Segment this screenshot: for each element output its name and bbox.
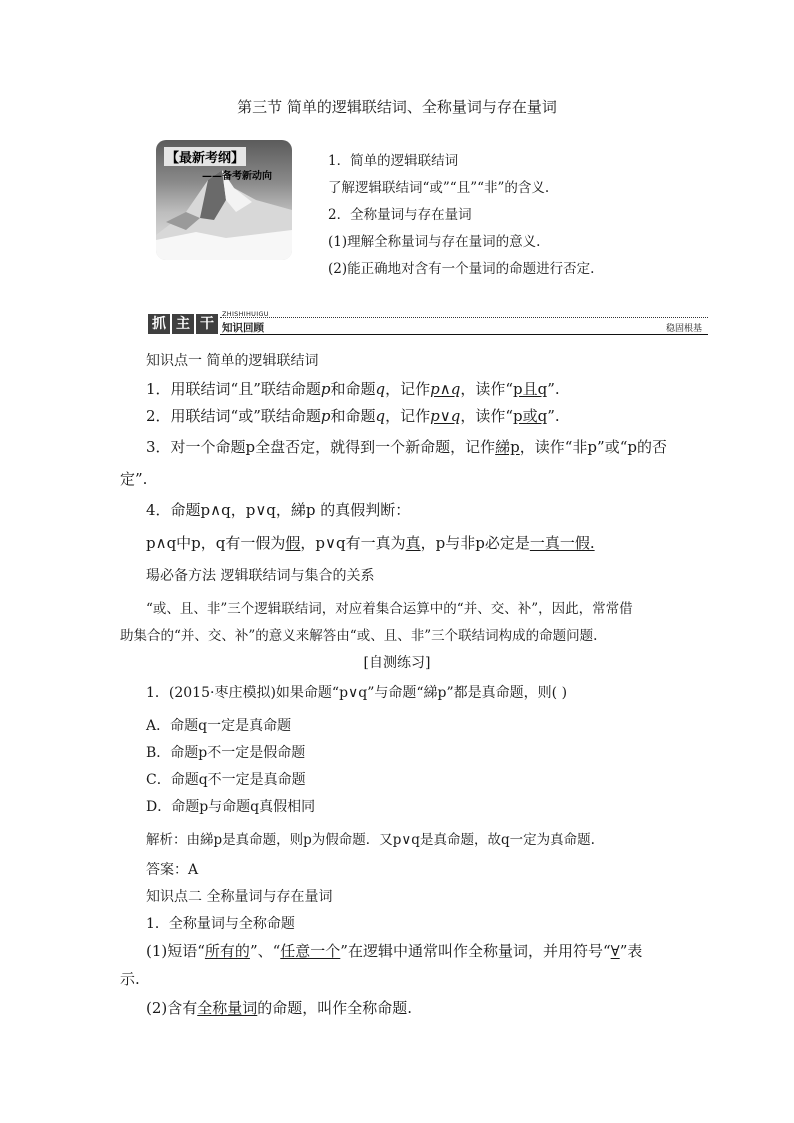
syllabus-line-5: (2)能正确地对含有一个量词的命题进行否定. <box>328 261 595 277</box>
text: 1．用联结词“且”联结命题 <box>146 380 321 398</box>
section-right-label: 稳固根基 <box>665 324 702 334</box>
text: ，记作 <box>385 407 431 425</box>
text: ”、“ <box>249 942 281 960</box>
text: ，p与非p必定是 <box>420 534 530 552</box>
text: (1)短语“ <box>146 942 205 960</box>
kp2-line-2-cont: 示. <box>120 970 140 988</box>
syllabus-line-1: 1．简单的逻辑联结词 <box>328 153 459 169</box>
kp2-line-2 <box>146 940 642 961</box>
banner-subtitle: ——备考新动向 <box>202 171 272 182</box>
section-char-1: 抓 <box>148 314 170 334</box>
option-b: B．命题p不一定是假命题 <box>146 745 306 761</box>
text: 和命题 <box>330 380 376 398</box>
text: 3．对一个命题p全盘否定，就得到一个新命题，记作 <box>146 438 496 456</box>
text: p∧q中p，q有一假为 <box>146 534 286 552</box>
kp2-line-1: 1．全称量词与全称命题 <box>146 916 295 932</box>
kp2-line-3 <box>146 997 412 1018</box>
text: ，读作“ <box>460 407 513 425</box>
method-heading: 瑒必备方法 逻辑联结词与集合的关系 <box>146 568 375 584</box>
kp1-line-3 <box>146 436 667 457</box>
method-line-1: “或、且、非”三个逻辑联结词，对应着集合运算中的“并、交、补”，因此，常常借 <box>146 601 633 617</box>
kp2-heading: 知识点二 全称量词与存在量词 <box>146 889 333 905</box>
section-char-2: 主 <box>172 314 194 334</box>
text: (2)含有 <box>146 999 198 1017</box>
option-d: D．命题p与命题q真假相同 <box>146 799 316 815</box>
answer: 答案：A <box>146 862 199 878</box>
text: 2．用联结词“或”联结命题 <box>146 407 321 425</box>
section-char-3: 干 <box>196 314 218 334</box>
blank-answer: 一真一假. <box>529 534 595 552</box>
blank-answer: 任意一个 <box>280 942 341 960</box>
var-q: q <box>375 380 386 398</box>
text: ，读作“非p”或“p的否 <box>519 438 667 456</box>
kp1-line-3-cont: 定”. <box>120 470 148 488</box>
practice-heading: [自测练习] <box>363 655 431 671</box>
text: ”. <box>547 407 560 425</box>
kp1-line-5 <box>146 532 595 553</box>
page-title: 第三节 简单的逻辑联结词、全称量词与存在量词 <box>237 98 557 116</box>
blank-answer: p或q <box>513 407 548 425</box>
blank-answer: p且q <box>513 380 548 398</box>
syllabus-line-2: 了解逻辑联结词“或”“且”“非”的含义. <box>328 180 550 196</box>
option-a: A．命题q一定是真命题 <box>146 718 292 734</box>
section-label: 知识回顾 <box>222 322 264 334</box>
text: ，p∨q有一真为 <box>300 534 406 552</box>
option-c: C．命题q不一定是真命题 <box>146 772 306 788</box>
blank-answer: p∧q <box>430 380 461 398</box>
text: ”. <box>547 380 560 398</box>
blank-answer: ∀ <box>610 942 620 960</box>
practice-question: 1．(2015·枣庄模拟)如果命题“p∨q”与命题“綈p”都是真命题，则( ) <box>146 685 568 701</box>
kp1-line-4: 4．命题p∧q，p∨q，綈p 的真假判断： <box>146 501 411 519</box>
syllabus-line-3: 2．全称量词与存在量词 <box>328 207 472 223</box>
text: ，记作 <box>385 380 431 398</box>
var-p: p <box>320 407 331 425</box>
text: 的命题，叫作全称命题. <box>257 999 413 1017</box>
text: ，读作“ <box>460 380 513 398</box>
banner-tag: 【最新考纲】 <box>164 147 246 166</box>
section-solid-rule <box>220 334 708 335</box>
section-dotted-rule <box>220 317 708 318</box>
var-q: q <box>375 407 386 425</box>
text: 和命题 <box>330 407 376 425</box>
section-pinyin: ZHISHIHUIGU <box>222 310 269 318</box>
syllabus-banner-image <box>156 140 292 260</box>
text: ”表 <box>619 942 643 960</box>
method-line-2: 助集合的“并、交、补”的意义来解答由“或、且、非”三个联结词构成的命题问题. <box>120 628 598 644</box>
section-bar <box>148 312 708 336</box>
kp1-heading: 知识点一 简单的逻辑联结词 <box>146 353 319 369</box>
blank-answer: p∨q <box>430 407 461 425</box>
blank-answer: 假 <box>285 534 301 552</box>
blank-answer: 全称量词 <box>197 999 258 1017</box>
blank-answer: 所有的 <box>204 942 250 960</box>
analysis: 解析：由綈p是真命题，则p为假命题．又p∨q是真命题，故q一定为真命题. <box>146 832 595 848</box>
kp1-line-2 <box>146 405 560 426</box>
var-p: p <box>320 380 331 398</box>
text: ”在逻辑中通常叫作全称量词，并用符号“ <box>340 942 611 960</box>
blank-answer: 綈p <box>495 438 520 456</box>
syllabus-line-4: (1)理解全称量词与存在量词的意义. <box>328 234 541 250</box>
kp1-line-1 <box>146 378 560 399</box>
blank-answer: 真 <box>405 534 421 552</box>
